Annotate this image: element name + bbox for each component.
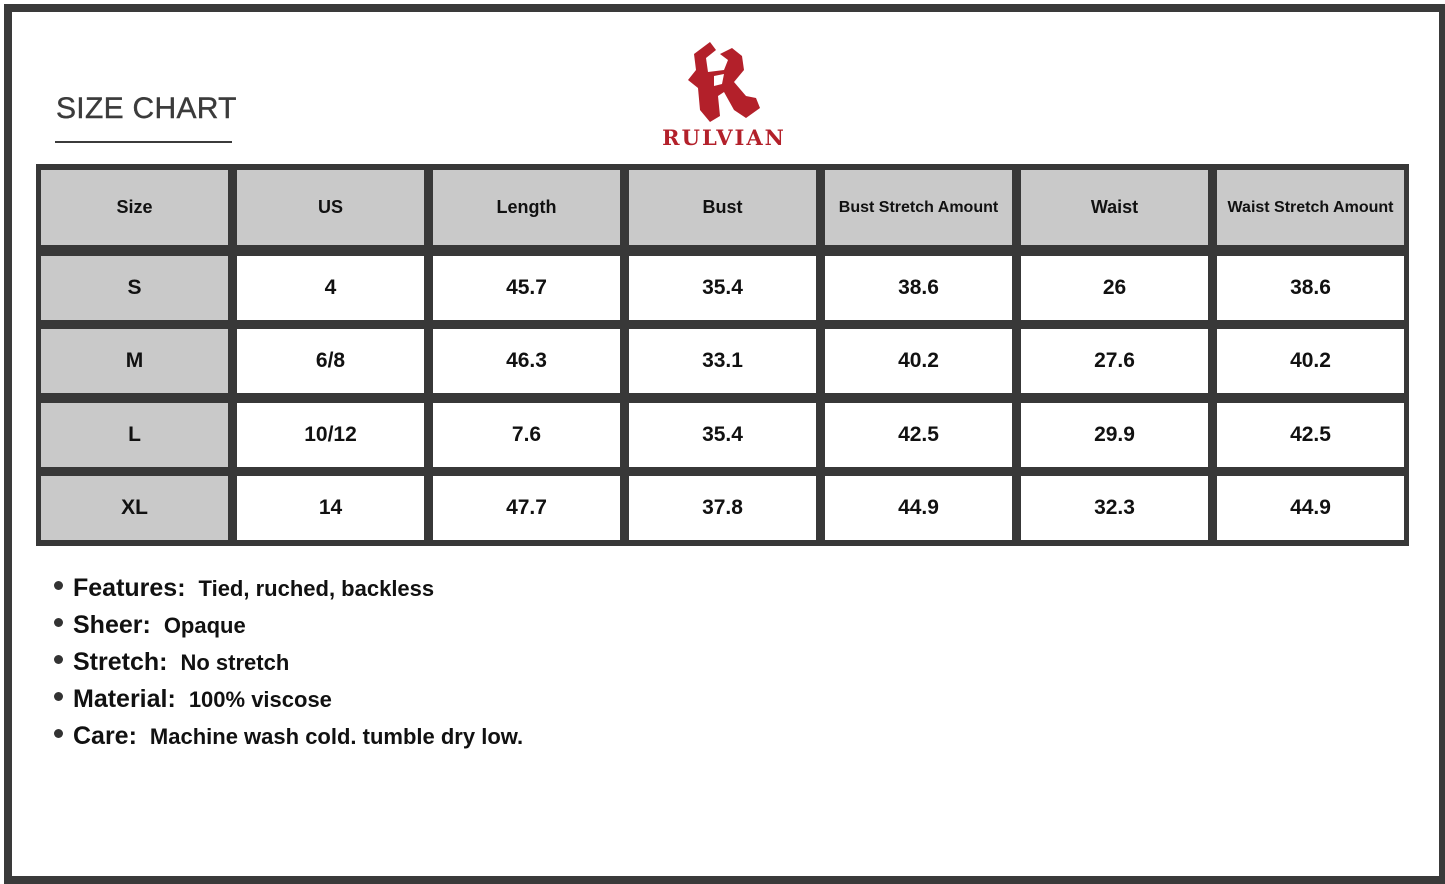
feature-label: Material:	[73, 685, 176, 713]
size-label-cell: L	[41, 403, 228, 467]
feature-label: Care:	[73, 722, 137, 750]
table-cell: 33.1	[629, 329, 816, 393]
table-header-cell: Bust Stretch Amount	[825, 170, 1012, 245]
feature-item	[54, 611, 246, 648]
table-cell: 7.6	[433, 403, 620, 467]
table-cell: 44.9	[825, 476, 1012, 540]
size-label-cell: S	[41, 256, 228, 320]
table-cell: 10/12	[237, 403, 424, 467]
feature-item	[54, 574, 434, 611]
feature-item	[54, 722, 523, 759]
table-cell: 37.8	[629, 476, 816, 540]
table-header-cell: Length	[433, 170, 620, 245]
table-cell: 44.9	[1217, 476, 1404, 540]
feature-label: Stretch:	[73, 648, 168, 676]
table-cell: 14	[237, 476, 424, 540]
table-header-cell: Bust	[629, 170, 816, 245]
table-cell: 35.4	[629, 256, 816, 320]
feature-value: No stretch	[180, 650, 290, 675]
bullet-icon	[54, 581, 63, 590]
feature-item	[54, 648, 289, 685]
bullet-icon	[54, 618, 63, 627]
table-cell: 29.9	[1021, 403, 1208, 467]
table-cell: 32.3	[1021, 476, 1208, 540]
feature-item	[54, 685, 332, 722]
feature-value: Machine wash cold. tumble dry low.	[149, 724, 524, 749]
title-underline	[55, 141, 232, 143]
table-cell: 35.4	[629, 403, 816, 467]
brand-name: RULVIAN	[662, 125, 786, 150]
bullet-icon	[54, 729, 63, 738]
table-cell: 40.2	[1217, 329, 1404, 393]
table-cell: 42.5	[825, 403, 1012, 467]
feature-label: Features:	[73, 574, 186, 602]
table-header-cell: Size	[41, 170, 228, 245]
size-label-cell: M	[41, 329, 228, 393]
table-cell: 45.7	[433, 256, 620, 320]
r-monogram-logo-icon	[684, 40, 764, 124]
page-title: SIZE CHART	[56, 92, 237, 125]
table-cell: 6/8	[237, 329, 424, 393]
table-header-cell: Waist	[1021, 170, 1208, 245]
feature-label: Sheer:	[73, 611, 151, 639]
table-header-cell: Waist Stretch Amount	[1217, 170, 1404, 245]
bullet-icon	[54, 655, 63, 664]
table-cell: 27.6	[1021, 329, 1208, 393]
table-cell: 38.6	[825, 256, 1012, 320]
size-table	[36, 164, 1409, 546]
size-label-cell: XL	[41, 476, 228, 540]
table-header-cell: US	[237, 170, 424, 245]
table-cell: 26	[1021, 256, 1208, 320]
table-cell: 38.6	[1217, 256, 1404, 320]
brand-logo	[648, 40, 800, 155]
table-cell: 42.5	[1217, 403, 1404, 467]
table-cell: 4	[237, 256, 424, 320]
feature-value: Tied, ruched, backless	[198, 576, 435, 601]
bullet-icon	[54, 692, 63, 701]
feature-value: Opaque	[163, 613, 246, 638]
table-cell: 46.3	[433, 329, 620, 393]
table-cell: 40.2	[825, 329, 1012, 393]
feature-value: 100% viscose	[188, 687, 332, 712]
table-cell: 47.7	[433, 476, 620, 540]
